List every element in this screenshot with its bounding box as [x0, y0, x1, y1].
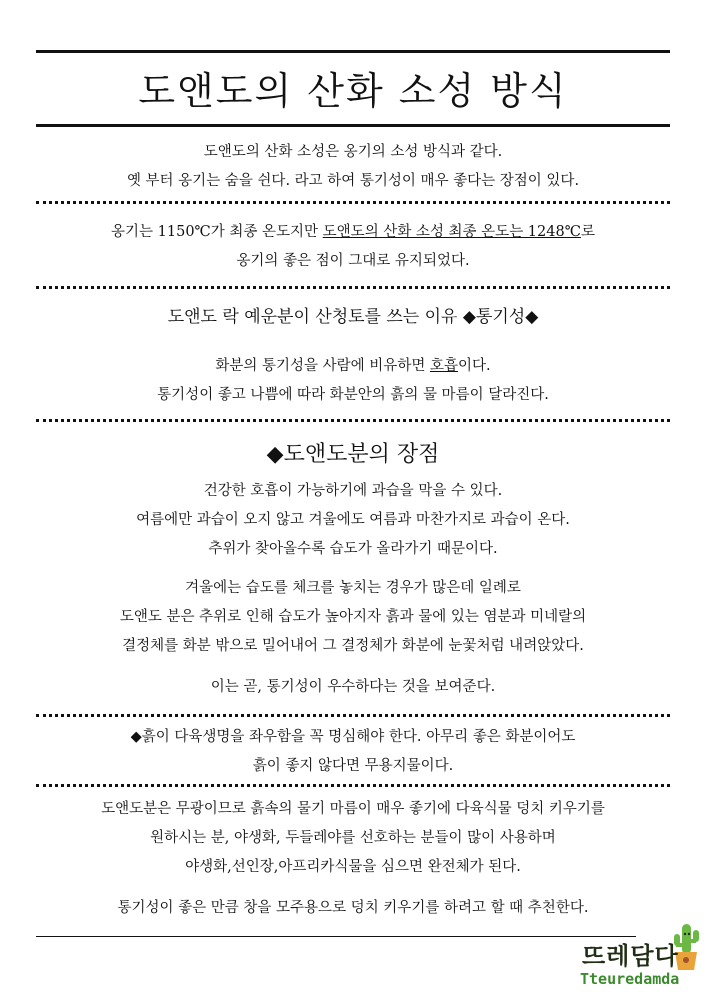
footer-rule — [36, 936, 636, 937]
intro-section — [36, 138, 670, 196]
soil-note-section — [36, 723, 670, 781]
dotted-divider — [36, 201, 670, 204]
merits-line: 겨울에는 습도를 체크를 놓치는 경우가 많은데 일례로 — [185, 580, 521, 596]
dotted-divider — [36, 419, 670, 422]
breathing-highlight: 호흡 — [429, 358, 458, 374]
logo-subtext: Tteuredamda — [580, 970, 680, 988]
breathing-line-2: 통기성이 좋고 나쁨에 따라 화분안의 흙의 물 마름이 달라진다. — [157, 387, 549, 403]
intro-line-1: 도앤도의 산화 소성은 옹기의 소성 방식과 같다. — [203, 144, 503, 160]
recommendation-block — [36, 894, 670, 923]
merits-line: 건강한 호흡이 가능하기에 과습을 막을 수 있다. — [203, 483, 503, 499]
merits-line: 결정체를 화분 밖으로 밀어내어 그 결정체가 화분에 눈꽃처럼 내려앉았다. — [122, 638, 584, 654]
temperature-section — [36, 218, 670, 276]
dotted-divider — [36, 286, 670, 289]
title-top-rule — [36, 50, 670, 53]
title-bottom-rule — [36, 124, 670, 127]
breathing-suffix: 이다. — [457, 358, 491, 374]
merits-paragraph-1 — [36, 477, 670, 564]
usage-section — [36, 795, 670, 882]
breathing-line-1 — [36, 352, 670, 381]
page-title: 도앤도의 산화 소성 방식 — [138, 69, 568, 113]
intro-line-2: 옛 부터 옹기는 숨을 쉰다. 라고 하여 통기성이 매우 좋다는 장점이 있다. — [126, 173, 580, 189]
usage-line: 도앤도분은 무광이므로 흙속의 물기 마름이 매우 좋기에 다육식물 덩치 키우기를 — [101, 801, 605, 817]
reason-heading: 도앤도 락 예운분이 산청토를 쓰는 이유 ◆통기성◆ — [167, 307, 539, 327]
temperature-line-2: 옹기의 좋은 점이 그대로 유지되었다. — [236, 253, 470, 269]
merits-line: 도앤도 분은 추위로 인해 습도가 높아지자 흙과 물에 있는 염분과 미네랄의 — [119, 609, 587, 625]
merits-conclusion: 이는 곧, 통기성이 우수하다는 것을 보여준다. — [210, 679, 496, 695]
temperature-text: 옹기는 1150℃가 최종 온도지만 — [111, 224, 323, 240]
temperature-highlight: 도앤도의 산화 소성 최종 온도는 1248℃ — [322, 224, 581, 240]
merits-heading-block — [36, 437, 670, 473]
merits-line: 추위가 찾아올수록 습도가 올라가기 때문이다. — [208, 541, 498, 557]
reason-section — [36, 302, 670, 332]
soil-note-line-2: 흙이 좋지 않다면 무용지물이다. — [252, 758, 454, 774]
dotted-divider — [36, 784, 670, 787]
brand-logo — [578, 922, 704, 998]
temperature-suffix: 로 — [580, 224, 595, 240]
soil-note-line-1: ◆흙이 다육생명을 좌우함을 꼭 명심해야 한다. 아무리 좋은 화분이어도 — [130, 729, 576, 745]
breathing-text: 화분의 통기성을 사람에 비유하면 — [215, 358, 430, 374]
recommendation-line: 통기성이 좋은 만큼 창을 모주용으로 덩치 키우기를 하려고 할 때 추천한다. — [117, 900, 589, 916]
merits-line: 여름에만 과습이 오지 않고 겨울에도 여름과 마찬가지로 과습이 온다. — [136, 512, 570, 528]
dotted-divider — [36, 714, 670, 717]
merits-conclusion-block — [36, 673, 670, 702]
usage-line: 야생화,선인장,아프리카식물을 심으면 완전체가 된다. — [185, 859, 521, 875]
temperature-line-1 — [36, 218, 670, 247]
usage-line: 원하시는 분, 야생화, 두들레야를 선호하는 분들이 많이 사용하며 — [150, 830, 556, 846]
merits-heading: ◆도앤도분의 장점 — [266, 442, 440, 467]
merits-paragraph-2 — [36, 574, 670, 661]
logo-text: 뜨레담다 — [582, 942, 679, 970]
breathing-section — [36, 352, 670, 410]
